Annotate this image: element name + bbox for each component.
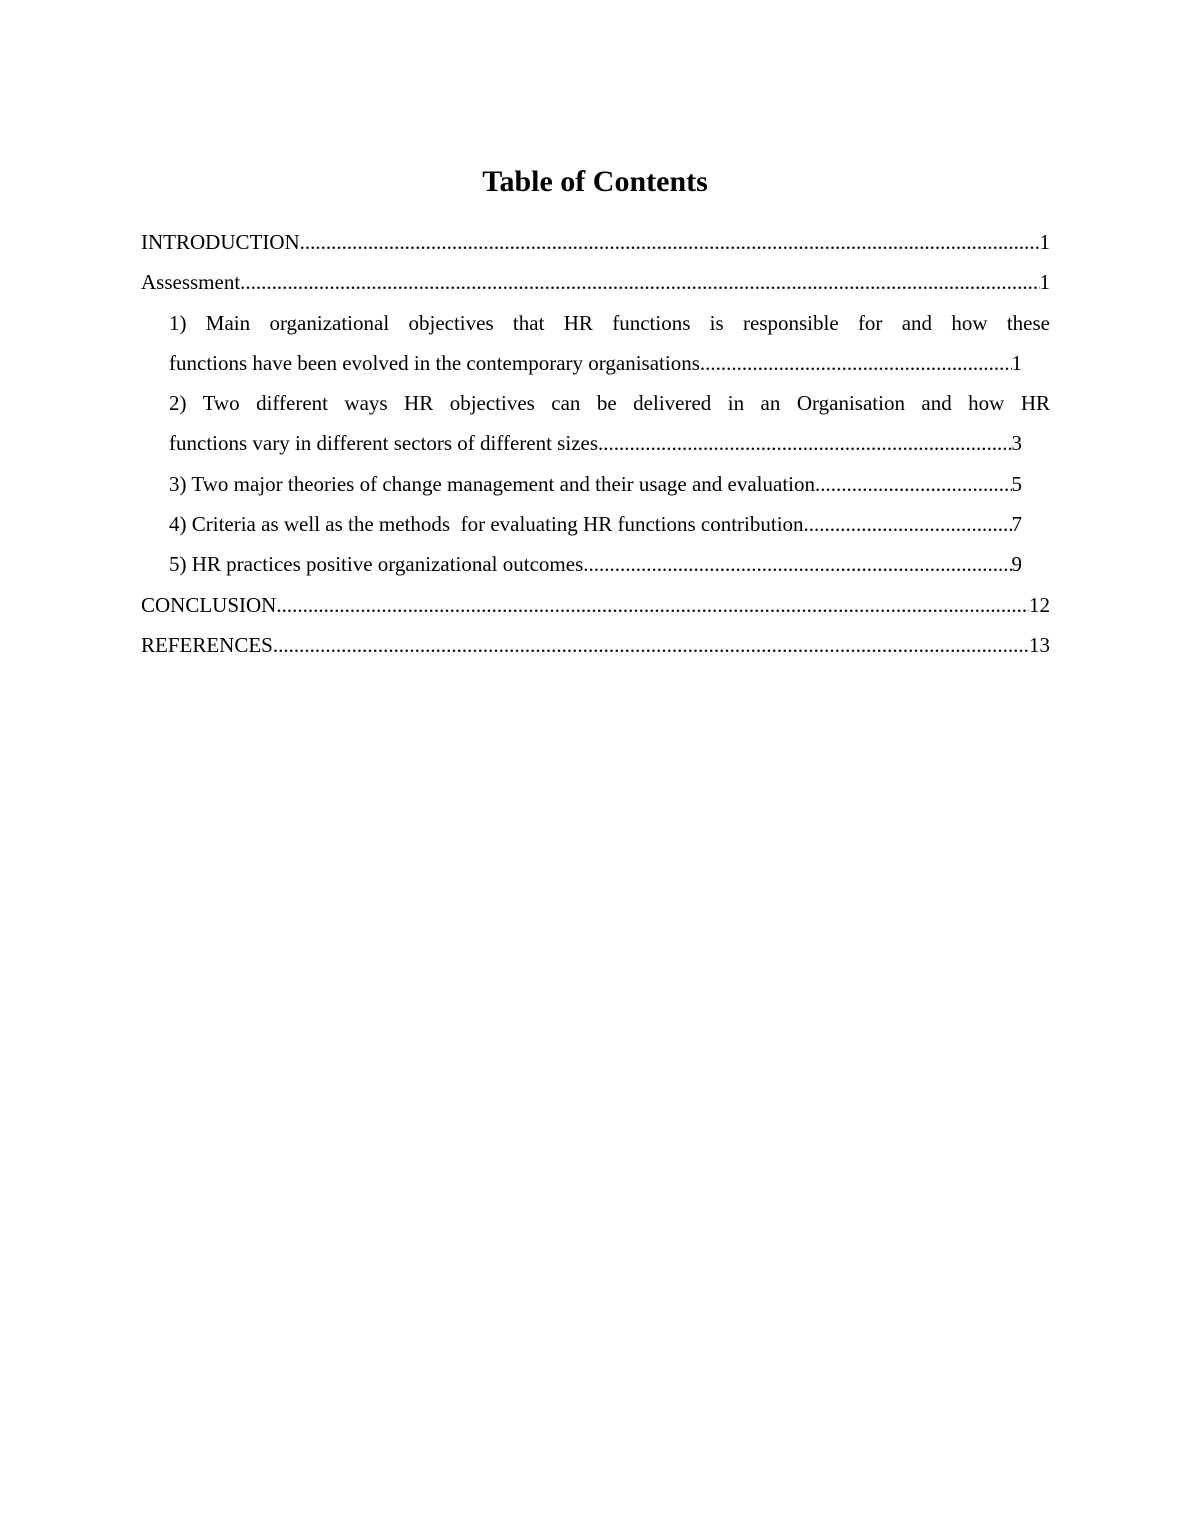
dot-leader [273, 625, 1029, 665]
toc-page-number: 1 [1039, 230, 1050, 254]
toc-entry-text: 3) Two major theories of change management and their usage and evaluation [169, 471, 815, 496]
toc-title: Table of Contents [482, 165, 708, 198]
toc-entry-text: 5) HR practices positive organizational outcomes [169, 552, 584, 577]
toc-page-number: 1 [1039, 270, 1050, 295]
toc-page-number: 12 [1029, 592, 1050, 617]
toc-page-number: 9 [1011, 552, 1022, 577]
toc-entry-references[interactable] [141, 625, 1050, 665]
toc-entry-text: CONCLUSION [141, 592, 277, 617]
dot-leader [815, 464, 1012, 504]
dot-leader [804, 504, 1012, 544]
toc-entry-assessment[interactable] [141, 262, 1050, 302]
toc-entry-hr-practices[interactable] [169, 544, 1022, 584]
toc-entry-hr-delivery[interactable] [169, 383, 1050, 464]
dot-leader [583, 544, 1011, 584]
toc-page-number: 3 [1011, 431, 1022, 456]
toc-entry-conclusion[interactable] [141, 585, 1050, 625]
toc-entry-text: INTRODUCTION [141, 230, 300, 254]
toc-entry-text-line2: functions vary in different sectors of different sizes [169, 431, 599, 456]
toc-entry-text-line2: functions have been evolved in the contemporary organisations [169, 350, 700, 375]
dot-leader [700, 343, 1012, 383]
toc-page-number: 5 [1011, 471, 1022, 496]
toc-entry-text: REFERENCES [141, 632, 273, 657]
dot-leader [300, 222, 1040, 262]
toc-entry-evaluation-criteria[interactable] [169, 504, 1022, 544]
toc-entry-change-management[interactable] [169, 464, 1022, 504]
toc-entry-text: Assessment [141, 270, 241, 295]
toc-entry-text: 4) Criteria as well as the methods for evaluating HR functions contribution [169, 512, 804, 537]
toc-entry-text-line1: 2) Two different ways HR objectives can be delivered in an Organisation and how HR [169, 391, 1050, 416]
toc-page-number: 1 [1011, 350, 1022, 375]
toc-entry-introduction[interactable] [141, 222, 1050, 262]
table-of-contents [141, 222, 1050, 665]
toc-entry-hr-objectives[interactable] [169, 303, 1050, 384]
dot-leader [598, 423, 1011, 463]
dot-leader [240, 262, 1039, 302]
toc-page-number: 7 [1011, 512, 1022, 537]
dot-leader [276, 585, 1029, 625]
toc-entry-text-line1: 1) Main organizational objectives that HR functions is responsible for and how these [169, 310, 1050, 335]
toc-page-number: 13 [1029, 632, 1050, 657]
